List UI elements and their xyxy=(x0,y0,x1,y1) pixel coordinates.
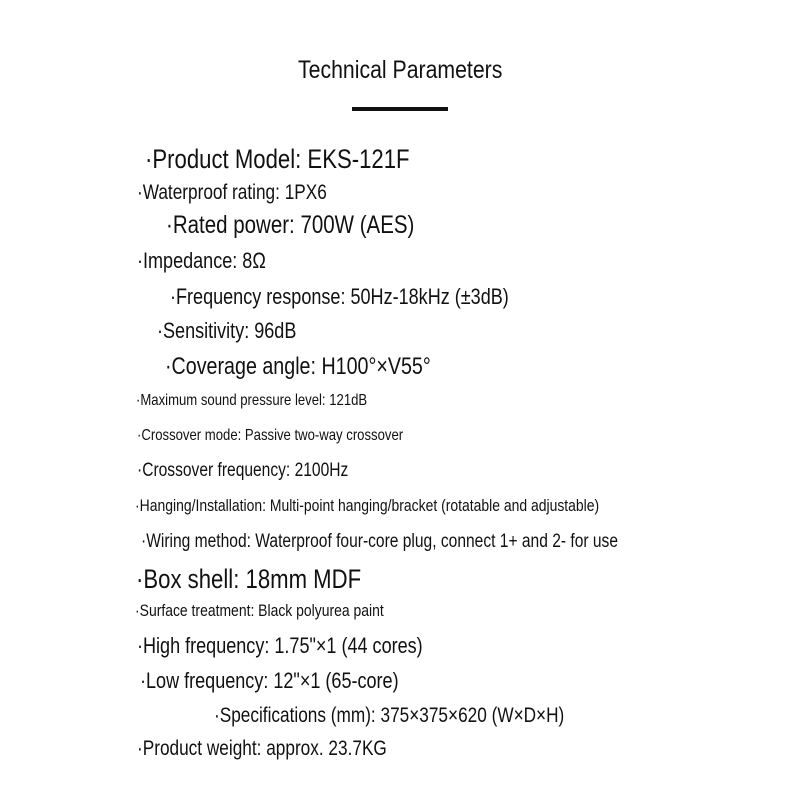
param-surface-treatment: ·Surface treatment: Black polyurea paint xyxy=(135,601,384,620)
title-underline xyxy=(352,107,448,111)
param-high-frequency: ·High frequency: 1.75"×1 (44 cores) xyxy=(137,633,423,658)
page-title xyxy=(0,58,800,83)
page-title-text: Technical Parameters xyxy=(297,56,503,84)
param-sensitivity: ·Sensitivity: 96dB xyxy=(157,318,297,343)
param-frequency-response: ·Frequency response: 50Hz-18kHz (±3dB) xyxy=(170,284,509,309)
param-waterproof-rating: ·Waterproof rating: 1PX6 xyxy=(137,181,327,204)
param-crossover-mode: ·Crossover mode: Passive two-way crossover xyxy=(137,427,404,444)
param-impedance: ·Impedance: 8Ω xyxy=(137,248,266,273)
param-crossover-frequency: ·Crossover frequency: 2100Hz xyxy=(137,460,349,481)
param-rated-power: ·Rated power: 700W (AES) xyxy=(166,211,415,239)
param-box-shell: ·Box shell: 18mm MDF xyxy=(136,564,362,594)
param-wiring-method: ·Wiring method: Waterproof four-core plug, connect 1+ and 2- for use xyxy=(141,531,619,552)
param-product-weight: ·Product weight: approx. 23.7KG xyxy=(137,737,387,760)
param-hanging-installation: ·Hanging/Installation: Multi-point hanging/bracket (rotatable and adjustable) xyxy=(135,496,600,515)
param-specifications: ·Specifications (mm): 375×375×620 (W×D×H) xyxy=(214,704,565,727)
param-product-model: ·Product Model: EKS-121F xyxy=(145,144,410,174)
param-max-spl: ·Maximum sound pressure level: 121dB xyxy=(136,392,368,409)
param-low-frequency: ·Low frequency: 12"×1 (65-core) xyxy=(140,668,399,693)
param-coverage-angle: ·Coverage angle: H100°×V55° xyxy=(165,353,431,380)
